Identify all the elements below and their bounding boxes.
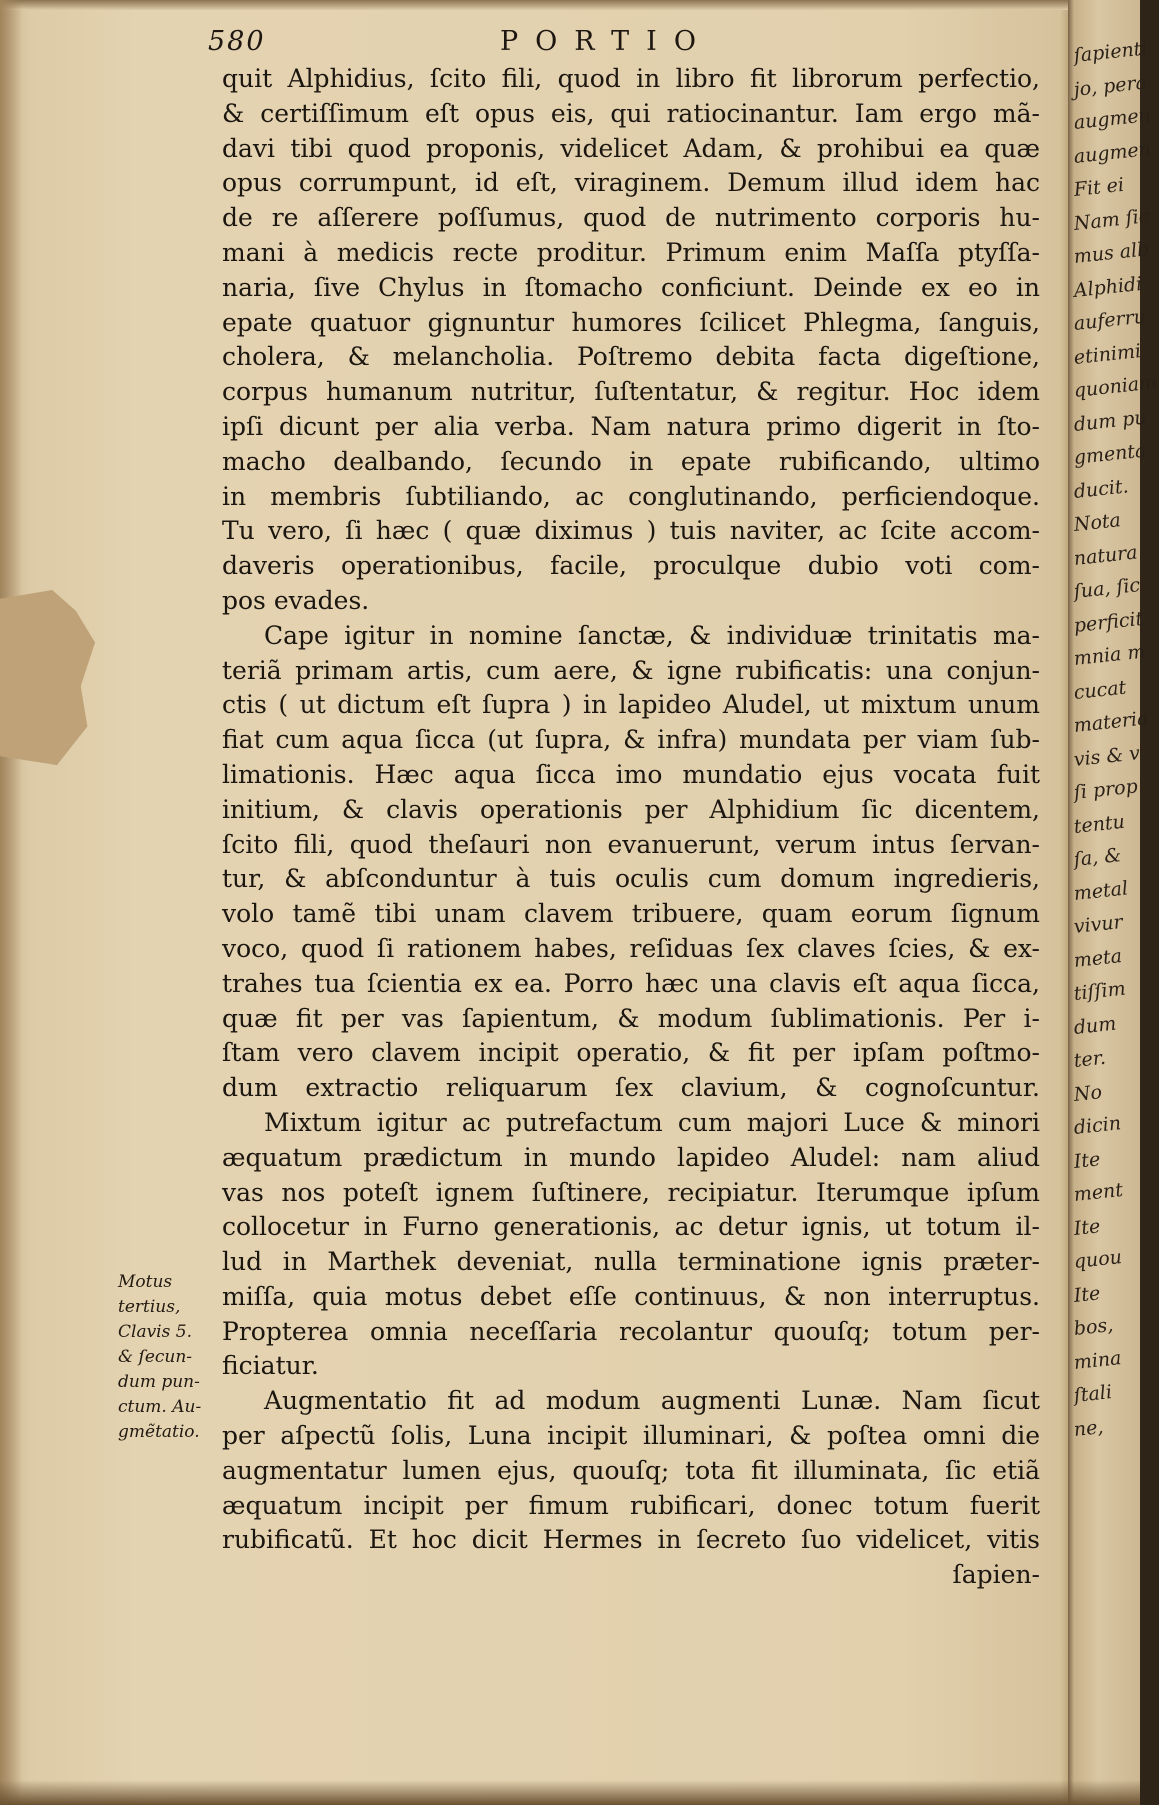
- facing-page-fragment: metal: [1072, 876, 1130, 905]
- facing-page-fragment: gmenta: [1072, 439, 1148, 469]
- text-line: ſapien-: [952, 1560, 1040, 1590]
- facing-page-fragment: tentu: [1072, 810, 1126, 838]
- margin-note-line: gmẽtatio.: [118, 1422, 200, 1442]
- facing-page-fragment: meta: [1072, 944, 1124, 972]
- text-line: quit Alphidius, ſcito fili, quod in libro fit librorum perfectio,: [222, 64, 1040, 93]
- facing-page-fragment: augmen: [1072, 137, 1152, 168]
- facing-page-fragment: Nam ſic: [1072, 204, 1151, 235]
- text-line: corpus humanum nutritur, ſuſtentatur, & regitur. Hoc idem: [222, 377, 1040, 407]
- facing-page-fragment: Ite: [1072, 1214, 1102, 1240]
- running-title: PORTIO: [500, 26, 713, 57]
- text-line: voco, quod ſi rationem habes, reſiduas ſex claves ſcies, & ex-: [222, 933, 1040, 963]
- facing-page-fragment: etinimi: [1072, 339, 1143, 369]
- text-line: fiat cum aqua ſicca (ut ſupra, & infra) mundata per viam ſub-: [222, 725, 1040, 755]
- text-line: miſſa, quia motus debet eſſe continuus, & non interruptus.: [222, 1281, 1040, 1311]
- text-line: epate quatuor gignuntur humores ſcilicet Phlegma, ſanguis,: [222, 307, 1040, 337]
- facing-page-fragment: dicin: [1072, 1112, 1123, 1139]
- text-line: collocetur in Furno generationis, ac detur ignis, ut totum il-: [222, 1212, 1040, 1242]
- text-line: ſcito fili, quod theſauri non evanuerunt, verum intus ſervan-: [222, 829, 1040, 859]
- page-number: 580: [208, 26, 266, 57]
- facing-page-fragment: mus alb: [1072, 238, 1151, 268]
- facing-page-fragment: mnia m: [1072, 640, 1147, 670]
- facing-page-fragments: [1072, 37, 1159, 1447]
- text-line: ipſi dicunt per alia verba. Nam natura primo digerit in ſto-: [222, 411, 1040, 441]
- text-line: augmentatur lumen ejus, quouſq; tota fit illuminata, ſic etiã: [222, 1455, 1040, 1485]
- text-line: cholera, & melancholia. Poſtremo debita facta digeſtione,: [222, 342, 1040, 372]
- facing-page-fragment: natura: [1072, 540, 1139, 570]
- text-line: ficiatur.: [222, 1351, 319, 1381]
- page-gutter: [0, 0, 22, 1805]
- text-line: davi tibi quod proponis, videlicet Adam, & prohibui ea quæ: [222, 133, 1040, 163]
- text-line: daveris operationibus, facile, proculque dubio voti com-: [222, 551, 1040, 581]
- text-line: lud in Marthek deveniat, nulla terminatione ignis præter-: [222, 1247, 1040, 1277]
- facing-page-fragment: jo, pera: [1072, 70, 1148, 101]
- main-text-block: [222, 62, 1040, 1593]
- text-line: ctis ( ut dictum eſt ſupra ) in lapideo Aludel, ut mixtum unum: [222, 690, 1040, 720]
- facing-page-fragment: ducit.: [1072, 474, 1130, 503]
- text-line: trahes tua ſcientia ex ea. Porro hæc una clavis eſt aqua ſicca,: [222, 968, 1040, 998]
- text-line: tur, & abſconduntur à tuis oculis cum domum ingredieris,: [222, 864, 1040, 894]
- text-line: æquatum prædictum in mundo lapideo Aludel: nam aliud: [222, 1142, 1040, 1172]
- text-line: Tu vero, ſi hæc ( quæ diximus ) tuis naviter, ac ſcite accom-: [222, 516, 1040, 546]
- text-line: vas nos poteſt ignem ſuſtinere, recipiatur. Iterumque ipſum: [222, 1177, 1040, 1207]
- text-line: opus corrumpunt, id eſt, viraginem. Demum illud idem hac: [222, 168, 1040, 198]
- text-line: Cape igitur in nomine ſanctæ, & individuæ trinitatis ma-: [264, 620, 1040, 650]
- facing-page-fragment: mina: [1072, 1346, 1123, 1374]
- facing-page-fragment: materia: [1072, 707, 1150, 737]
- text-line: æquatum incipit per fimum rubificari, donec totum fuerit: [222, 1490, 1040, 1520]
- margin-note-line: Motus: [118, 1272, 173, 1292]
- page-top-edge: [0, 0, 1072, 10]
- facing-page-fragment: Ite: [1072, 1147, 1102, 1173]
- facing-page-fragment: Alphidi: [1072, 272, 1144, 302]
- text-line: ſtam vero clavem incipit operatio, & fit per ipſam poſtmo-: [222, 1038, 1040, 1068]
- facing-page-fragment: ſa, &: [1072, 844, 1123, 871]
- text-line: teriã primam artis, cum aere, & igne rubificatis: una conjun-: [222, 655, 1040, 685]
- text-line: naria, ſive Chylus in ſtomacho conficiunt. Deinde ex eo in: [222, 272, 1040, 302]
- margin-note-line: tertius,: [118, 1297, 181, 1317]
- margin-note-line: & ſecun-: [118, 1347, 193, 1367]
- text-line: limationis. Hæc aqua ſicca imo mundatio ejus vocata fuit: [222, 759, 1040, 789]
- facing-page-fragment: perficit: [1072, 607, 1145, 637]
- text-line: de re aſſerere poſſumus, quod de nutrimento corporis hu-: [222, 203, 1040, 233]
- facing-page-fragment: augmen: [1072, 103, 1152, 134]
- margin-note-line: Clavis 5.: [118, 1322, 192, 1342]
- margin-note-line: ctum. Au-: [118, 1397, 202, 1417]
- text-line: & certiſſimum eſt opus eis, qui ratiocinantur. Iam ergo mã-: [222, 98, 1040, 128]
- text-line: pos evades.: [222, 585, 370, 615]
- text-line: dum extractio reliquarum ſex clavium, & cognoſcuntur.: [222, 1073, 1040, 1103]
- text-line: Propterea omnia neceſſaria recolantur quouſq; totum per-: [222, 1316, 1040, 1346]
- text-line: volo tamẽ tibi unam clavem tribuere, quam eorum ſignum: [222, 899, 1040, 929]
- text-line: per aſpectũ ſolis, Luna incipit illuminari, & poſtea omni die: [222, 1421, 1040, 1451]
- facing-page-fragment: vis & v: [1072, 741, 1142, 771]
- facing-page-fragment: ſtali: [1072, 1381, 1114, 1407]
- facing-page-fragment: ſi prop: [1072, 775, 1139, 804]
- text-line: quæ fit per vas ſapientum, & modum ſublimationis. Per i-: [222, 1003, 1040, 1033]
- facing-page-fragment: Ite: [1072, 1281, 1102, 1307]
- text-line: macho dealbando, ſecundo in epate rubificando, ultimo: [222, 446, 1040, 476]
- text-line: Augmentatio fit ad modum augmenti Lunæ. Nam ſicut: [264, 1386, 1040, 1416]
- facing-page-fragment: bos,: [1072, 1313, 1115, 1340]
- facing-page-fragment: tiſſim: [1072, 977, 1127, 1005]
- facing-page-fragment: cucat: [1072, 676, 1128, 704]
- facing-page-fragment: Fit ei: [1072, 173, 1126, 201]
- facing-page-fragment: auferru: [1072, 305, 1147, 335]
- facing-page-fragment: dum pu: [1072, 405, 1148, 436]
- facing-page-fragment: vivur: [1072, 910, 1124, 938]
- text-line: mani à medicis recte proditur. Primum enim Maſſa ptyſſa-: [222, 237, 1040, 267]
- margin-note: [118, 1270, 218, 1445]
- facing-page-fragment: ſapienti: [1072, 37, 1149, 67]
- facing-page-fragment: dum: [1072, 1012, 1118, 1039]
- text-line: rubificatũ. Et hoc dicit Hermes in ſecreto ſuo videlicet, vitis: [222, 1525, 1040, 1555]
- facing-page-fragment: ment: [1072, 1178, 1124, 1206]
- facing-page-fragment: ne,: [1072, 1415, 1105, 1441]
- page-bottom-edge: [0, 1780, 1140, 1805]
- facing-page-fragment: ſua, ſic: [1072, 574, 1142, 603]
- text-line: in membris ſubtiliando, ac conglutinando, perficiendoque.: [222, 481, 1040, 511]
- margin-note-line: dum pun-: [118, 1372, 200, 1392]
- text-line: Mixtum igitur ac putrefactum cum majori Luce & minori: [264, 1107, 1040, 1137]
- text-line: initium, & clavis operationis per Alphidium ſic dicentem,: [222, 794, 1040, 824]
- facing-page-fragment: No: [1072, 1080, 1103, 1106]
- facing-page-fragment: quoniam: [1072, 371, 1159, 402]
- facing-page-fragment: ter.: [1072, 1046, 1107, 1072]
- facing-page-fragment: Nota: [1072, 509, 1122, 536]
- facing-page-fragment: quou: [1072, 1246, 1123, 1273]
